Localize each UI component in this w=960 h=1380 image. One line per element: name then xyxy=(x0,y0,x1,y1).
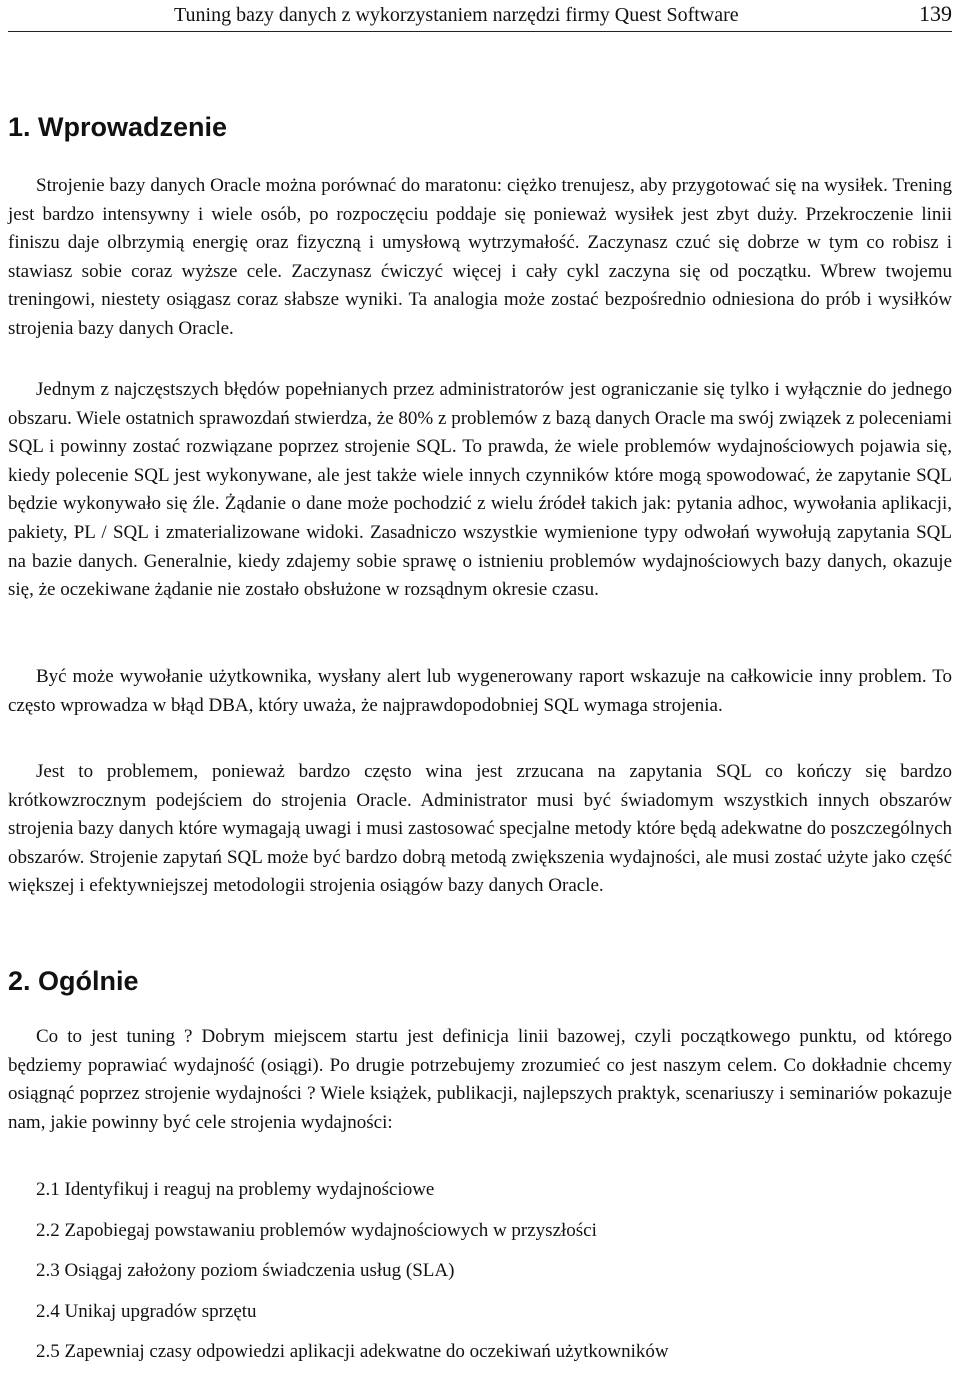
section-heading-introduction: 1. Wprowadzenie xyxy=(8,112,228,142)
paragraph: Jest to problemem, ponieważ bardzo często wina jest zrzucana na zapytania SQL co kończy się bardzo krótkowzrocznym podejściem do strojenia Oracle. Administrator musi być świadomym wszystkich innych obszarów strojenia bazy danych które wymagają uwagi i musi zastosować specjalne metody które będą adekwatne do poszczególnych obszarów. Strojenie zapytań SQL może być bardzo dobrą metodą zwiększenia wydajności, ale musi zostać użyte jako część większej i efektywniejszej metodologii strojenia osiągów bazy danych Oracle. xyxy=(8,761,952,897)
running-header xyxy=(8,0,952,32)
page-number: 139 xyxy=(919,1,952,26)
paragraph: Jednym z najczęstszych błędów popełnianych przez administratorów jest ograniczanie się tylko i wyłącznie do jednego obszaru. Wiele ostatnich sprawozdań stwierdza, że 80% z problemów z bazą danych Oracle ma swój związek z poleceniami SQL i powinny zostać rozwiązane poprzez strojenie SQL. To prawda, że wiele problemów wydajnościowych pojawia się, kiedy polecenie SQL jest wykonywane, ale jest także wiele innych czynników które mogą spowodować, że zapytanie SQL będzie wykonywało się źle. Żądanie o dane może pochodzić z wielu źródeł takich jak: pytania adhoc, wywołania aplikacji, pakiety, PL / SQL i zmaterializowane widoki. Zasadniczo wszystkie wymienione typy odwołań wywołują zapytania SQL na bazie danych. Generalnie, kiedy zdajemy sobie sprawę o istnieniu problemów wydajnościowych bazy danych, okazuje się, że oczekiwane żądanie nie zostało obsłużone w rozsądnym okresie czasu. xyxy=(8,379,952,601)
running-title: Tuning bazy danych z wykorzystaniem narzędzi firmy Quest Software xyxy=(174,4,739,26)
list-item: 2.1 Identyfikuj i reaguj na problemy wydajnościowe xyxy=(36,1179,435,1200)
paragraph: Co to jest tuning ? Dobrym miejscem startu jest definicja linii bazowej, czyli początkowego punktu, od którego będziemy poprawiać wydajność (osiągi). Po drugie potrzebujemy zrozumieć co jest naszym celem. Co dokładnie chcemy osiągnąć poprzez strojenie wydajności ? Wiele książek, publikacji, najlepszych praktyk, scenariuszy i seminariów pokazuje nam, jakie powinny być cele strojenia wydajności: xyxy=(8,1026,952,1133)
list-item: 2.4 Unikaj upgradów sprzętu xyxy=(36,1300,257,1322)
paragraph: Strojenie bazy danych Oracle można porównać do maratonu: ciężko trenujesz, aby przygotować się na wysiłek. Trening jest bardzo intensywny i wiele osób, po rozpoczęciu poddaje się ponieważ wysiłek jest zbyt duży. Przekroczenie linii finiszu daje olbrzymią energię oraz fizyczną i umysłową wytrzymałość. Zaczynasz czuć się dobrze w tym co robisz i stawiasz sobie coraz wyższe cele. Zaczynasz ćwiczyć więcej i cały cykl zaczyna się od początku. Wbrew twojemu treningowi, niestety osiągasz coraz słabsze wyniki. Ta analogia może zostać bezpośrednio odniesiona do prób i wysiłków strojenia bazy danych Oracle. xyxy=(8,175,952,339)
list-item: 2.5 Zapewniaj czasy odpowiedzi aplikacji adekwatne do oczekiwań użytkowników xyxy=(36,1341,669,1362)
tuning-goals-list xyxy=(36,1177,669,1380)
paragraph: Być może wywołanie użytkownika, wysłany alert lub wygenerowany raport wskazuje na całkowicie inny problem. To często wprowadza w błąd DBA, który uważa, że najprawdopodobniej SQL wymaga strojenia. xyxy=(8,666,952,716)
list-item: 2.2 Zapobiegaj powstawaniu problemów wydajnościowych w przyszłości xyxy=(36,1219,597,1241)
list-item: 2.3 Osiągaj założony poziom świadczenia usług (SLA) xyxy=(36,1260,455,1281)
section-heading-general: 2. Ogólnie xyxy=(8,966,139,996)
